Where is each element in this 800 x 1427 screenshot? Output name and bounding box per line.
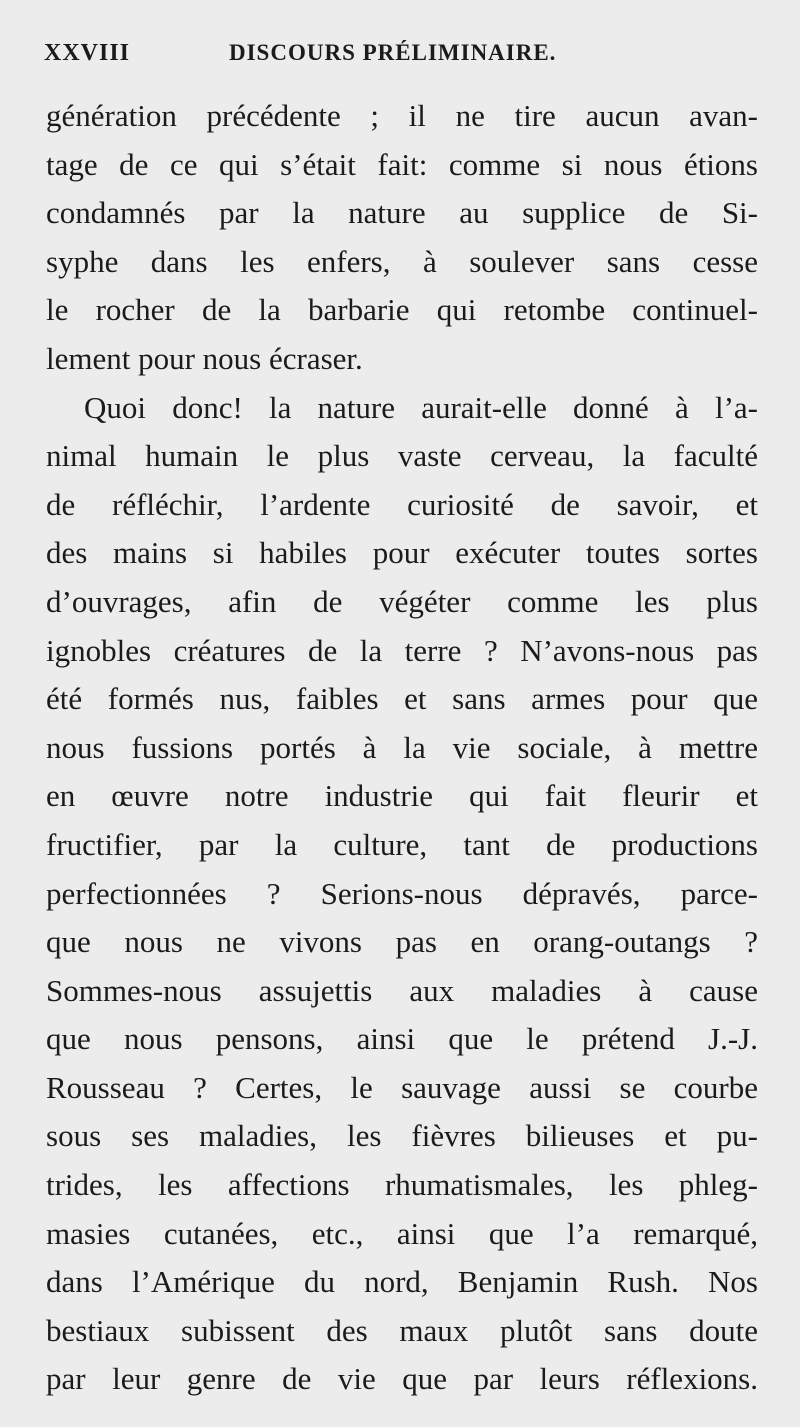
running-head: DISCOURS PRÉLIMINAIRE. — [229, 40, 557, 65]
text-line: tage de ce qui s’était fait: comme si nous étions — [46, 146, 758, 182]
text-line: fructifier, par la culture, tant de productions — [46, 826, 758, 862]
text-line: en œuvre notre industrie qui fait fleurir et — [46, 778, 758, 814]
text-line: bestiaux subissent des maux plutôt sans doute — [46, 1312, 758, 1348]
text-line: masies cutanées, etc., ainsi que l’a remarqué, — [46, 1215, 758, 1251]
page-number: XXVIII — [44, 40, 131, 66]
text-line: que nous pensons, ainsi que le prétend J.-J. — [46, 1021, 758, 1057]
text-line: le rocher de la barbarie qui retombe continuel- — [46, 292, 758, 328]
text-line: nous fussions portés à la vie sociale, à mettre — [46, 729, 758, 765]
page-header — [44, 40, 764, 80]
text-line: dans l’Amérique du nord, Benjamin Rush. Nos — [46, 1264, 758, 1300]
text-line: que nous ne vivons pas en orang-outangs ? — [46, 924, 758, 960]
text-line: génération précédente ; il ne tire aucun avan- — [46, 98, 758, 133]
text-line: de réfléchir, l’ardente curiosité de savoir, et — [46, 486, 758, 522]
body-text — [46, 92, 758, 1404]
text-line: perfectionnées ? Serions-nous dépravés, parce- — [46, 875, 758, 911]
text-line: ignobles créatures de la terre ? N’avons-nous pas — [46, 632, 758, 668]
text-line: par leur genre de vie que par leurs réflexions. — [46, 1361, 758, 1397]
text-line: Sommes-nous assujettis aux maladies à cause — [46, 972, 758, 1008]
text-line: été formés nus, faibles et sans armes pour que — [46, 681, 758, 717]
text-line: lement pour nous écraser. — [46, 340, 363, 376]
text-line: sous ses maladies, les fièvres bilieuses et pu- — [46, 1118, 758, 1154]
text-line: d’ouvrages, afin de végéter comme les plus — [46, 583, 758, 619]
text-line: condamnés par la nature au supplice de Si- — [46, 195, 758, 231]
text-line: Quoi donc! la nature aurait-elle donné à l’a- — [84, 389, 758, 425]
text-line: des mains si habiles pour exécuter toutes sortes — [46, 535, 758, 571]
text-line: trides, les affections rhumatismales, les phleg- — [46, 1167, 758, 1203]
text-line: syphe dans les enfers, à soulever sans cesse — [46, 243, 758, 279]
text-line: Rousseau ? Certes, le sauvage aussi se courbe — [46, 1069, 758, 1105]
text-line: nimal humain le plus vaste cerveau, la faculté — [46, 438, 758, 474]
